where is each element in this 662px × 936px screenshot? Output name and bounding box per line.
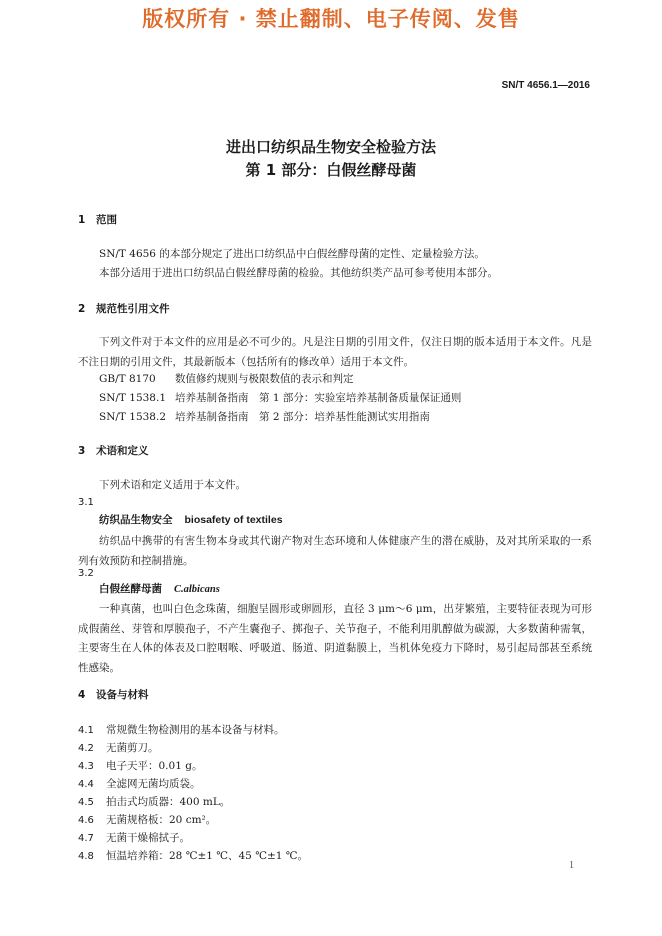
term-english: biosafety of textiles: [184, 514, 283, 526]
reference-code: GB/T 8170: [99, 373, 156, 385]
list-item: [78, 794, 592, 811]
list-item: [78, 848, 592, 865]
term-heading: [78, 582, 613, 598]
reference-item: [78, 408, 613, 428]
item-text: 恒温培养箱：28 ℃±1 ℃、45 ℃±1 ℃。: [106, 850, 309, 862]
section-title: 术语和定义: [96, 445, 149, 457]
item-number: 4.6: [78, 815, 94, 826]
section-number: 3: [78, 445, 86, 457]
list-item: [78, 830, 592, 847]
terms-intro: 下列术语和定义适用于本文件。: [99, 479, 246, 491]
term-chinese: 白假丝酵母菌: [99, 583, 162, 595]
term-number: 3.2: [78, 568, 94, 579]
reference-title: 数值修约规则与极限数值的表示和判定: [175, 373, 354, 385]
reference-title: 培养基制备指南 第 2 部分：培养基性能测试实用指南: [175, 411, 430, 423]
section-2-heading: [78, 302, 592, 318]
reference-title: 培养基制备指南 第 1 部分：实验室培养基制备质量保证通则: [175, 392, 462, 404]
item-number: 4.3: [78, 761, 94, 772]
section-number: 1: [78, 214, 86, 226]
item-number: 4.2: [78, 743, 94, 754]
item-number: 4.4: [78, 779, 94, 790]
list-item: [78, 758, 592, 775]
term-chinese: 纺织品生物安全: [99, 514, 173, 526]
item-number: 4.5: [78, 797, 94, 808]
scope-paragraph-1: SN/T 4656 的本部分规定了进出口纺织品中白假丝酵母菌的定性、定量检验方法。: [99, 248, 485, 260]
page-number: 1: [569, 860, 574, 871]
reference-item: [78, 389, 613, 409]
section-title: 范围: [96, 214, 117, 226]
section-1-heading: [78, 213, 592, 229]
item-number: 4.7: [78, 833, 94, 844]
term-number: 3.1: [78, 497, 94, 508]
list-item: [78, 740, 592, 757]
section-3-heading: [78, 444, 592, 460]
item-number: 4.1: [78, 725, 94, 736]
document-subtitle: 第 1 部分：白假丝酵母菌: [245, 161, 417, 179]
references-intro: 下列文件对于本文件的应用是必不可少的。凡是注日期的引用文件，仅注日期的版本适用于本文件。凡是不注日期的引用文件，其最新版本（包括所有的修改单）适用于本文件。: [78, 336, 592, 368]
section-title: 规范性引用文件: [96, 303, 170, 315]
item-text: 无菌干燥棉拭子。: [106, 832, 190, 844]
term-heading: [78, 513, 613, 529]
section-title: 设备与材料: [96, 689, 149, 701]
item-text: 全滤网无菌均质袋。: [106, 778, 201, 790]
section-number: 4: [78, 689, 86, 701]
reference-item: [78, 370, 613, 390]
item-text: 电子天平：0.01 g。: [106, 760, 203, 772]
document-title: 进出口纺织品生物安全检验方法: [225, 138, 436, 156]
item-number: 4.8: [78, 851, 94, 862]
reference-code: SN/T 1538.1: [99, 392, 166, 404]
item-text: 拍击式均质器：400 mL。: [106, 796, 231, 808]
item-text: 无菌规格板：20 cm²。: [106, 814, 217, 826]
item-text: 常规微生物检测用的基本设备与材料。: [106, 724, 285, 736]
scope-paragraph-2: 本部分适用于进出口纺织品白假丝酵母菌的检验。其他纺织类产品可参考使用本部分。: [99, 267, 498, 279]
watermark-banner: 版权所有 · 禁止翻制、电子传阅、发售: [142, 7, 520, 31]
term-definition: 一种真菌，也叫白色念珠菌，细胞呈圆形或卵圆形，直径 3 μm～6 μm，出芽繁殖，主要特征表现为可形成假菌丝、芽管和厚膜孢子，不产生囊孢子、掷孢子、关节孢子，不能利用肌醇做为碳源，大多数菌种需氧，主要寄生在人体的体表及口腔咽喉、呼吸道、肠道、阴道黏膜上，当机体免疫力下降时，易引起局部甚至系统性感染。: [78, 603, 592, 674]
reference-code: SN/T 1538.2: [99, 411, 166, 423]
term-english: C.albicans: [174, 584, 220, 595]
list-item: [78, 776, 592, 793]
section-number: 2: [78, 303, 86, 315]
term-definition: 纺织品中携带的有害生物本身或其代谢产物对生态环境和人体健康产生的潜在威胁，及对其所采取的一系列有效预防和控制措施。: [78, 535, 592, 567]
item-text: 无菌剪刀。: [106, 742, 159, 754]
list-item: [78, 812, 592, 829]
standard-number: SN/T 4656.1—2016: [501, 80, 590, 91]
section-4-heading: [78, 688, 592, 704]
list-item: [78, 722, 592, 739]
